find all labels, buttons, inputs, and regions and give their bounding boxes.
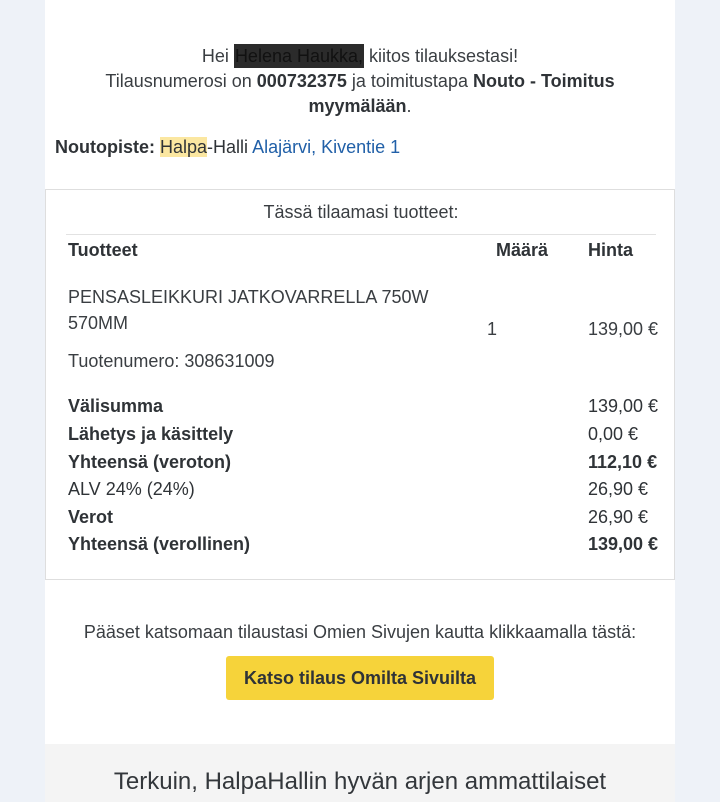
greeting-hei: Hei — [201, 46, 229, 66]
summary-row-taxes — [68, 507, 664, 534]
header-product: Tuotteet — [68, 240, 138, 260]
pickup-point — [55, 137, 400, 158]
order-info-line — [45, 69, 675, 119]
product-sku: Tuotenumero: 308631009 — [68, 351, 275, 371]
summary-value: 112,10 € — [588, 452, 658, 472]
summary-row-vat — [68, 479, 664, 506]
view-order-button[interactable]: Katso tilaus Omilta Sivuilta — [226, 656, 494, 700]
summary-value: 26,90 € — [588, 507, 649, 527]
header-qty: Määrä — [496, 240, 549, 260]
greeting-line — [45, 44, 675, 69]
summary-label: Välisumma — [68, 396, 164, 416]
header-price: Hinta — [588, 240, 633, 260]
redacted-customer-name: Helena Haukka, — [234, 46, 364, 66]
summary-row-total-incl-tax — [68, 534, 664, 561]
delivery-prefix: ja toimitustapa — [346, 71, 473, 91]
summary-row-subtotal — [68, 396, 664, 423]
order-summary-box — [45, 189, 675, 580]
store-name-rest: -Halli — [207, 137, 249, 157]
email-body — [45, 0, 675, 802]
product-qty: 1 — [487, 319, 498, 339]
order-number: 000732375 — [256, 71, 347, 91]
summary-row-total-excl-tax — [68, 452, 664, 479]
summary-value: 0,00 € — [588, 424, 639, 444]
summary-label: ALV 24% (24%) — [68, 479, 195, 499]
summary-label: Lähetys ja käsittely — [68, 424, 234, 444]
product-name: PENSASLEIKKURI JATKOVARRELLA 750W 570MM — [68, 287, 429, 333]
summary-value: 139,00 € — [588, 396, 659, 416]
summary-label: Verot — [68, 507, 114, 527]
product-price: 139,00 € — [588, 319, 659, 339]
pickup-label: Noutopiste: — [55, 137, 155, 157]
footer — [45, 744, 675, 802]
summary-row-shipping — [68, 424, 664, 451]
view-order-text: Pääset katsomaan tilaustasi Omien Sivujen kautta klikkaamalla tästä: — [83, 622, 637, 642]
delivery-method: Nouto - Toimitus myymälään — [308, 71, 615, 116]
summary-label: Yhteensä (verollinen) — [68, 534, 251, 554]
summary-label: Yhteensä (veroton) — [68, 452, 232, 472]
order-prefix: Tilausnumerosi on — [105, 71, 257, 91]
greeting-thanks: kiitos tilauksestasi! — [364, 46, 519, 66]
greeting-period: . — [406, 96, 412, 116]
summary-value: 139,00 € — [588, 534, 659, 554]
summary-value: 26,90 € — [588, 479, 649, 499]
pickup-address-link[interactable]: Alajärvi, Kiventie 1 — [252, 137, 401, 157]
order-intro: Tässä tilaamasi tuotteet: — [66, 202, 656, 235]
footer-signoff: Terkuin, HalpaHallin hyvän arjen ammattilaiset — [113, 768, 607, 795]
store-name-highlight: Halpa — [160, 137, 208, 157]
greeting-message — [45, 44, 675, 119]
